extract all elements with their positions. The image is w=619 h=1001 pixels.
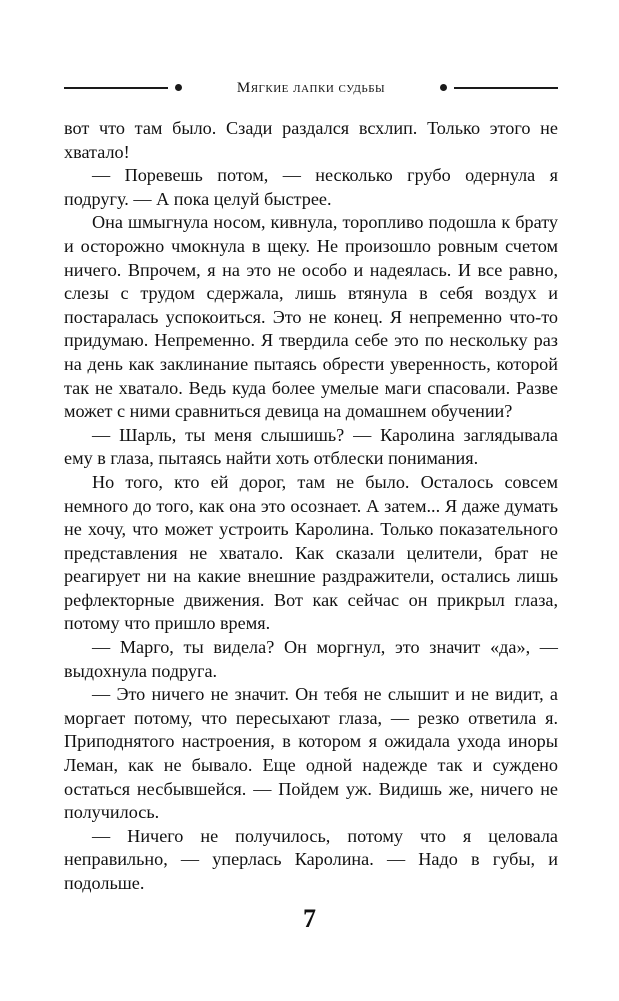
paragraph: — Это ничего не значит. Он тебя не слышит и не видит, а моргает потому, что пересыхают глаза, — резко ответила я. Приподнятого настроения, в котором я ожидала ухода иноры Леман, как не бывало. Еще одной надежде так и суждено остаться несбывшейся. — Пойдем уж. Видишь же, ничего не получилось. <box>64 684 558 823</box>
body-text <box>64 117 558 896</box>
paragraph: — Ничего не получилось, потому что я целовала неправильно, — уперлась Каролина. — Надо в губы, и подольше. <box>64 825 558 893</box>
paragraph: — Шарль, ты меня слышишь? — Каролина заглядывала ему в глаза, пытаясь найти хоть отблески понимания. <box>64 424 558 469</box>
paragraph: — Поревешь потом, — несколько грубо одернула я подругу. — А пока целуй быстрее. <box>64 165 558 209</box>
running-header <box>64 80 558 100</box>
header-ornament-dot-right <box>440 84 447 91</box>
running-title: Мягкие лапки судьбы <box>236 80 386 96</box>
paragraph: — Марго, ты видела? Он моргнул, это значит «да», — выдохнула подруга. <box>64 637 558 681</box>
header-ornament-dot-left <box>175 84 182 91</box>
paragraph: Она шмыгнула носом, кивнула, торопливо подошла к брату и осторожно чмокнула в щеку. Не произошло ровным счетом ничего. Впрочем, я на это не особо и надеялась. И все равно, слезы с трудом сдержала, лишь втянула в себя воздух и постаралась успокоиться. Это не конец. Я непременно что-то придумаю. Непременно. Я твердила себе это по нескольку раз на день как заклинание пытаясь обрести уверенность, которой так не хватало. Ведь куда более умелые маги спасовали. Разве может с ними сравниться девица на домашнем обучении? <box>64 212 558 422</box>
paragraph: Но того, кто ей дорог, там не было. Осталось совсем немного до того, как она это осознает. А затем... Я даже думать не хочу, что может устроить Каролина. Только показательного представления не хватало. Как сказали целители, брат не реагирует ни на какие внешние раздражители, остались лишь рефлекторные движения. Вот как сейчас он прикрыл глаза, потому что пришло время. <box>64 471 558 634</box>
page-number: 7 <box>303 904 316 933</box>
paragraph-continuation: вот что там было. Сзади раздался всхлип. Только этого не хватало! <box>64 118 558 162</box>
header-rule-left <box>64 87 168 89</box>
header-rule-right <box>454 87 558 89</box>
